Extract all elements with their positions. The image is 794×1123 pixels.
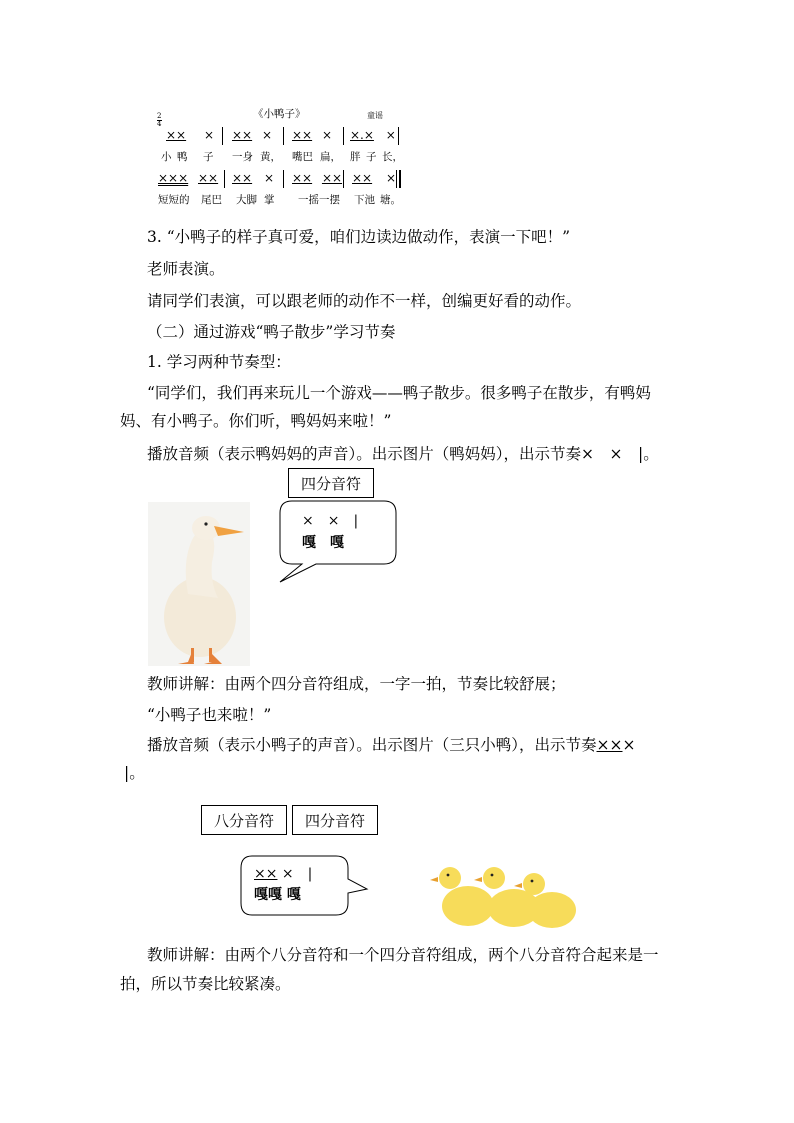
bubble2-lyric [254,884,301,906]
bar-line [283,127,284,145]
lyric-word: 扁， [320,151,341,163]
bubble1-lyric: 嘎 嘎 [302,535,344,551]
bar-line [222,127,223,145]
lyric-word: 长， [382,151,403,163]
paragraph: 1. 学习两种节奏型： [147,353,291,371]
paragraph: “小鸭子也来啦！” [147,706,272,724]
rhythm-underlined: ×× [254,866,278,882]
lyric-word: 胖 [350,151,361,163]
lyric-word: 下池 [354,194,375,206]
rhythm-note: × | [277,866,313,882]
quarter-note-label-box: 四分音符 [292,805,378,835]
lyric-word: 一摇 [298,194,319,206]
genre-tag: 童谣 [367,111,383,120]
paragraph: |。 [124,764,145,782]
rhythm-note: × [622,736,636,754]
paragraph: 教师讲解：由两个四分音符组成，一字一拍，节奏比较舒展； [147,675,566,693]
rhythm-note: ×× [232,128,253,142]
lyric-word: 掌 [264,194,275,206]
final-bar-line [399,170,401,188]
score-row2-rhythm [352,171,396,185]
rhythm-note: × [263,171,274,185]
time-sig-top: 2 [157,112,162,120]
rhythm-note: × [321,128,332,142]
bubble1-rhythm: × × | [302,513,359,529]
lyric-word: 嘎 [282,887,301,903]
bar-line [224,170,225,188]
rhythm-note: × [203,128,214,142]
paragraph [147,734,636,756]
quarter-note-label-box: 四分音符 [288,468,374,498]
paragraph: 教师讲解：由两个八分音符和一个四分音符组成，两个八分音符合起来是一 [147,946,659,964]
paragraph: 拍，所以节奏比较紧凑。 [120,975,291,993]
time-sig-bottom: 4 [157,120,162,128]
lyric-word: 一身 [232,151,253,163]
lyric-word: 尾巴 [201,194,222,206]
score-row2-rhythm [292,171,342,185]
score-row1-rhythm [232,128,272,142]
lyric-word: 嘎嘎 [254,887,282,903]
rhythm-note: ×.× [350,128,374,142]
paragraph: 老师表演。 [147,260,225,278]
rhythm-note: × [385,171,396,185]
final-bar-line [396,170,397,188]
rhythm-note: ×× [321,171,343,185]
score-row2-rhythm [232,171,274,185]
paragraph: 播放音频（表示鸭妈妈的声音）。出示图片（鸭妈妈），出示节奏× × |。 [147,445,659,463]
lyric-word: 嘴巴 [292,151,313,163]
time-signature [157,113,162,128]
section-heading: （二）通过游戏“鸭子散步”学习节奏 [147,323,396,341]
lyric-word: 子 [366,151,377,163]
lyric-word: 大脚 [236,194,257,206]
bar-line [343,127,344,145]
bar-line [398,127,399,145]
paragraph: “同学们，我们再来玩儿一个游戏——鸭子散步。很多鸭子在散步，有鸭妈 [147,384,651,402]
lyric-word: 黄， [260,151,281,163]
bubble2-rhythm [254,863,312,885]
rhythm-note: ×× [292,128,313,142]
rhythm-note: ×× [198,171,219,185]
rhythm-note: × [261,128,272,142]
bar-line [343,170,344,188]
lyric-word: 一摆 [319,194,340,206]
rhythm-note: ×× [352,171,373,185]
lyric-word: 鸭 [177,151,188,163]
eighth-note-label-box: 八分音符 [201,805,287,835]
rhythm-note: ××× [158,171,189,185]
paragraph: 请同学们表演，可以跟老师的动作不一样，创编更好看的动作。 [147,292,582,310]
paragraph-text: 播放音频（表示小鸭子的声音）。出示图片（三只小鸭），出示节奏 [147,736,597,754]
mother-duck-image [148,502,250,666]
rhythm-note: ×× [292,171,313,185]
lyric-word: 塘。 [380,194,401,206]
bar-line [283,170,284,188]
score-row2-rhythm [158,171,218,185]
lyric-word: 小 [161,151,172,163]
rhythm-note: ×× [166,128,187,142]
score-row1-rhythm [166,128,214,142]
rhythm-note: ×× [232,171,253,185]
lyric-word: 子 [203,151,214,163]
rhythm-note: × [385,128,396,142]
score-row1-rhythm [350,128,396,142]
paragraph: 3. “小鸭子的样子真可爱，咱们边读边做动作，表演一下吧！” [147,228,571,246]
rhythm-underlined: ×× [596,736,623,754]
lyric-word: 短短的 [158,194,190,206]
score-row1-rhythm [292,128,332,142]
ducklings-image [428,858,582,932]
paragraph: 妈、有小鸭子。你们听，鸭妈妈来啦！” [120,412,392,430]
song-title: 《小鸭子》 [253,108,306,120]
